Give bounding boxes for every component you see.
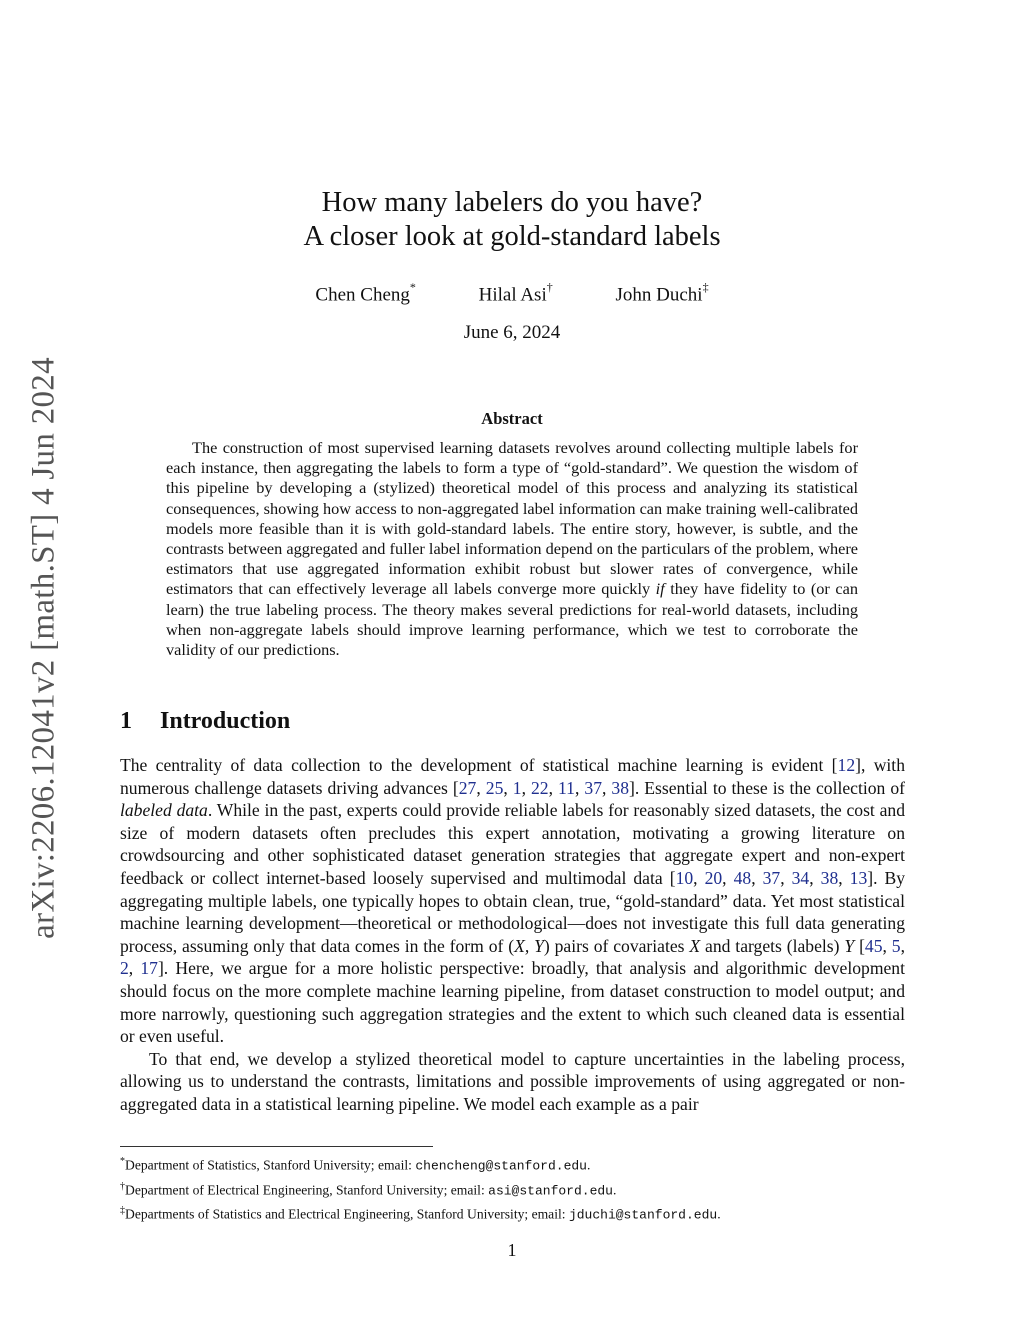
page-number: 1 bbox=[507, 1240, 517, 1260]
abstract-text: The construction of most supervised learning datasets revolves around collecting multiple labels for each instance, then aggregating the labels to form a type of “gold-standard”. We question the wisdom of this pipeline by developing a (stylized) theoretical model of this process and analyzing its statistical consequences, showing how access to non-aggregated label information can make training well-calibrated models more feasible than it is with gold-standard labels. The entire story, however, is subtle, and the contrasts between aggregated and fuller label information depend on the particulars of the problem, where estimators that use aggregated information exhibit robust but slower rates of convergence, while estimators that can effectively leverage all labels converge more quickly bbox=[166, 438, 858, 599]
math-symbol: X bbox=[689, 935, 701, 956]
citation-link[interactable]: 34 bbox=[791, 867, 810, 888]
footnote-mark: † bbox=[120, 1180, 125, 1192]
citation-link[interactable]: 20 bbox=[704, 867, 723, 888]
math-symbol: Y bbox=[844, 935, 855, 956]
footnote-divider bbox=[120, 1146, 433, 1147]
author-name: Chen Cheng bbox=[315, 284, 410, 306]
abstract-emphasis: if bbox=[655, 579, 665, 599]
intro-paragraph: The centrality of data collection to the development of statistical machine learning is evident [12], with numerous challenge datasets driving advances [27, 25, 1, 22, 11, 37, 38]. Essential to these is the collection of labeled data. While in the past, experts could provide reliable labels for reasonably sized datasets, the cost and size of modern datasets often precludes this expert annotation, motivating a growing literature on crowdsourcing and other sophisticated dataset generation strategies that aggregate expert and non-expert feedback or collect internet-based loosely supervised and multimodal data [10, 20, 48, 37, 34, 38, 13]. By aggregating multiple labels, one typically hopes to obtain clean, true, “gold-standard” data. Yet most statistical machine learning development—theoretical or methodological—does not investigate this full data generating process, assuming only that data comes in the form of (X, Y) pairs of covariates X and targets (labels) Y [45, 5, 2, 17]. Here, we argue for a more holistic perspective: broadly, that analysis and algorithmic development should focus on the more complete machine learning pipeline, from dataset construction to model output; and more narrowly, questioning such aggregation strategies and the extent to which such cleaned data is essential or even useful. bbox=[120, 755, 906, 1047]
footnote-text: Department of Statistics, Stanford University; email: bbox=[125, 1157, 412, 1173]
body-text: ]. Essential to these is the collection of bbox=[629, 777, 906, 798]
emphasis-text: labeled data bbox=[120, 800, 208, 821]
body-text: . While in the past, experts could provide reliable labels for reasonably sized datasets, the cost and size of modern datasets often precludes this expert annotation, motivating a growing literature on crowdsourcing and other sophisticated dataset generation strategies that aggregate expert and non-expert feedback or collect internet-based loosely supervised and multimodal data [ bbox=[120, 800, 906, 888]
citation-link[interactable]: 12 bbox=[837, 755, 856, 775]
body-text: The centrality of data collection to the development of statistical machine learning is evident [ bbox=[120, 755, 838, 775]
publication-date: June 6, 2024 bbox=[463, 322, 561, 343]
arxiv-identifier: arXiv:2206.12041v2 [math.ST] 4 Jun 2024 bbox=[25, 357, 62, 939]
citation-link[interactable]: 38 bbox=[820, 867, 839, 888]
abstract-body bbox=[166, 438, 858, 660]
body-text: ], with numerous challenge datasets driving advances [ bbox=[120, 755, 905, 798]
citation-link[interactable]: 17 bbox=[140, 958, 158, 979]
citation-link[interactable]: 13 bbox=[849, 867, 868, 888]
body-text: ]. Here, we argue for a more holistic perspective: broadly, that analysis and algorithmic development should focus on the more complete machine learning pipeline, from dataset construction to model output; and more narrowly, questioning such aggregation strategies and the extent to which such cleaned data is essential or even useful. bbox=[120, 958, 905, 1047]
email-link[interactable]: jduchi@stanford.edu bbox=[568, 1207, 718, 1223]
author-name: John Duchi bbox=[615, 284, 703, 306]
intro-paragraph: To that end, we develop a stylized theoretical model to capture uncertainties in the labeling process, allowing us to understand the contrasts, limitations and possible improvements of using aggregated or non-aggregated data in a statistical learning pipeline. We model each example as a pair bbox=[120, 1048, 905, 1114]
footnote-text: Departments of Statistics and Electrical Engineering, Stanford University; email: bbox=[125, 1206, 566, 1222]
email-link[interactable]: asi@stanford.edu bbox=[488, 1183, 613, 1199]
author-footnote-mark[interactable]: ‡ bbox=[702, 280, 709, 294]
title-line-2: A closer look at gold-standard labels bbox=[303, 221, 721, 252]
author-list bbox=[0, 282, 1024, 306]
introduction-body bbox=[120, 754, 905, 1116]
citation-link[interactable]: 2 bbox=[120, 958, 129, 979]
footnote: ‡Departments of Statistics and Electrical Engineering, Stanford University; email: jduchi@stanford.edu. bbox=[120, 1205, 721, 1223]
footnote: †Department of Electrical Engineering, Stanford University; email: asi@stanford.edu. bbox=[120, 1180, 617, 1199]
section-number: 1 bbox=[120, 708, 132, 734]
abstract-heading: Abstract bbox=[481, 409, 543, 428]
author-footnote-mark[interactable]: * bbox=[409, 280, 416, 294]
body-text: and targets (labels) bbox=[705, 935, 840, 956]
citation-link[interactable]: 10 bbox=[675, 867, 694, 888]
author bbox=[479, 282, 553, 306]
author bbox=[315, 282, 415, 306]
citation-link[interactable]: 45 bbox=[864, 935, 883, 956]
body-text: ) pairs of covariates bbox=[543, 935, 685, 956]
citation-link[interactable]: 5 bbox=[891, 935, 901, 956]
citation-link[interactable]: 25 bbox=[485, 777, 504, 798]
body-text: [ bbox=[859, 935, 865, 956]
citation-link[interactable]: 38 bbox=[611, 777, 629, 798]
footnote-mark: * bbox=[120, 1156, 125, 1167]
footnote-text: Department of Electrical Engineering, Stanford University; email: bbox=[125, 1182, 485, 1198]
math-symbol: X, Y bbox=[514, 935, 544, 956]
body-text: ]. By aggregating multiple labels, one typically hopes to obtain clean, true, “gold-standard” data. Yet most statistical machine learning development—theoretical or methodological—does not investigate this full data generating process, assuming only that data comes in the form of ( bbox=[120, 867, 906, 956]
author bbox=[615, 282, 708, 306]
citation-link[interactable]: 11 bbox=[558, 777, 575, 798]
citation-link[interactable]: 48 bbox=[733, 867, 752, 888]
title-line-1: How many labelers do you have? bbox=[321, 187, 703, 218]
citation-link[interactable]: 1 bbox=[512, 777, 522, 798]
footnotes bbox=[120, 1152, 920, 1226]
paper-title bbox=[0, 186, 1024, 254]
footnote-mark: ‡ bbox=[120, 1205, 125, 1217]
citation-link[interactable]: 27 bbox=[458, 777, 477, 798]
author-footnote-mark[interactable]: † bbox=[546, 280, 553, 294]
citation-link[interactable]: 37 bbox=[762, 867, 781, 888]
citation-link[interactable]: 37 bbox=[584, 777, 602, 798]
footnote: *Department of Statistics, Stanford University; email: chencheng@stanford.edu. bbox=[120, 1156, 591, 1174]
citation-link[interactable]: 22 bbox=[531, 777, 549, 798]
email-link[interactable]: chencheng@stanford.edu bbox=[415, 1158, 587, 1174]
section-heading bbox=[120, 708, 290, 735]
author-name: Hilal Asi bbox=[478, 284, 547, 306]
abstract-text: they have fidelity to (or can learn) the true labeling process. The theory makes several predictions for real-world datasets, including when non-aggregate labels should improve learning performance, which we test to corroborate the validity of our predictions. bbox=[166, 579, 858, 660]
section-title: Introduction bbox=[160, 708, 291, 734]
